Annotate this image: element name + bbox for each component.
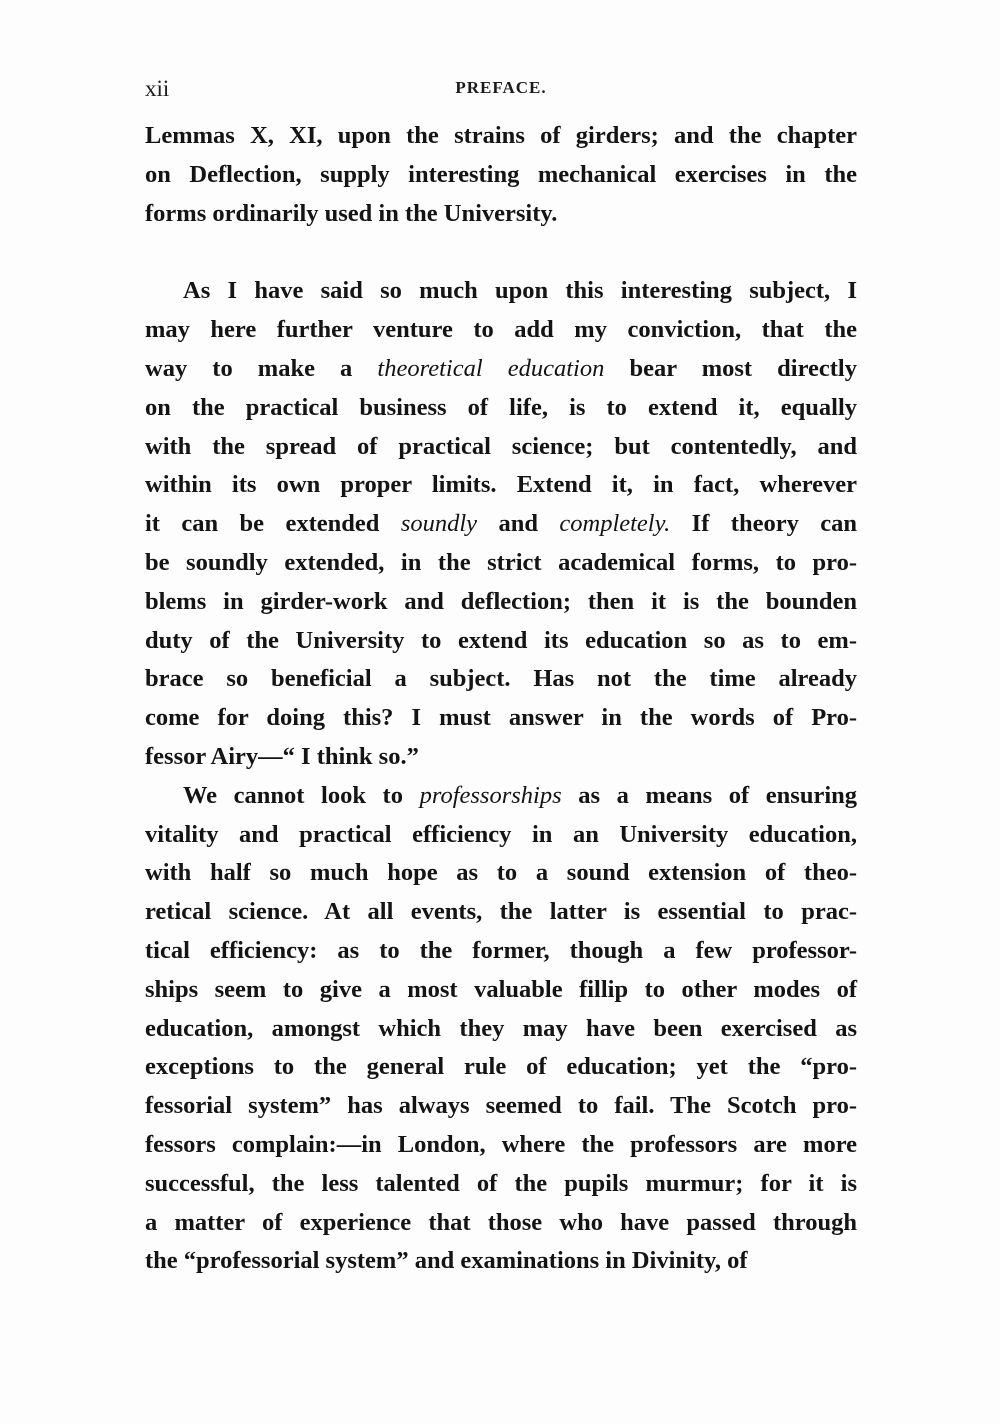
text-line: with the spread of practical science; but contentedly, and — [145, 432, 857, 460]
italic-phrase: completely. — [559, 510, 671, 538]
text-line: be soundly extended, in the strict academical forms, to pro- — [145, 548, 857, 576]
text-line: with half so much hope as to a sound extension of theo- — [145, 859, 857, 887]
text-line: it can be extended soundly and completely. If theory can — [145, 510, 857, 538]
text-line: way to make a theoretical education bear most directly — [145, 354, 857, 382]
text-line: fessors complain:—in London, where the professors are more — [145, 1130, 857, 1158]
text-line: blems in girder-work and deflection; then it is the bounden — [145, 587, 857, 615]
text-line: a matter of experience that those who have passed through — [145, 1208, 857, 1236]
text-line: duty of the University to extend its education so as to em- — [145, 626, 857, 654]
paragraph-1 — [145, 117, 857, 233]
text-line: Lemmas X, XI, upon the strains of girders; and the chapter — [145, 122, 857, 149]
paragraph-3 — [145, 777, 857, 1281]
text-line: exceptions to the general rule of education; yet the “pro- — [145, 1053, 857, 1081]
text-line: vitality and practical efficiency in an University education, — [145, 820, 857, 848]
running-title: PREFACE. — [455, 78, 547, 97]
text-line: come for doing this? I must answer in the words of Pro- — [145, 704, 857, 732]
text-line: on the practical business of life, is to extend it, equally — [145, 393, 857, 421]
text-line: education, amongst which they may have been exercised as — [145, 1014, 857, 1042]
text-line: retical science. At all events, the latter is essential to prac- — [145, 898, 857, 926]
text-line: fessor Airy—“ I think so.” — [145, 742, 419, 770]
page-header — [145, 76, 857, 106]
text-line: forms ordinarily used in the University. — [145, 199, 558, 227]
text-line: tical efficiency: as to the former, though a few professor- — [145, 936, 857, 964]
text-line: ships seem to give a most valuable fillip to other modes of — [145, 975, 857, 1003]
text-line: We cannot look to professorships as a means of ensuring — [183, 781, 857, 809]
page-body — [145, 117, 857, 1281]
italic-phrase: professorships — [419, 781, 562, 809]
text-line: on Deflection, supply interesting mechanical exercises in the — [145, 160, 857, 188]
text-line: within its own proper limits. Extend it, in fact, wherever — [145, 471, 857, 499]
italic-phrase: theoretical education — [377, 354, 605, 382]
text-line: the “professorial system” and examinations in Divinity, of — [145, 1247, 748, 1275]
italic-phrase: soundly — [400, 510, 478, 538]
text-line: successful, the less talented of the pupils murmur; for it is — [145, 1169, 857, 1197]
text-line: As I have said so much upon this interesting subject, I — [183, 277, 857, 305]
text-line: fessorial system” has always seemed to fail. The Scotch pro- — [145, 1092, 857, 1120]
text-line: may here further venture to add my conviction, that the — [145, 316, 857, 344]
page-number: xii — [145, 76, 170, 101]
text-line: brace so beneficial a subject. Has not the time already — [145, 665, 857, 693]
paragraph-gap — [145, 233, 857, 272]
paragraph-2 — [145, 272, 857, 776]
